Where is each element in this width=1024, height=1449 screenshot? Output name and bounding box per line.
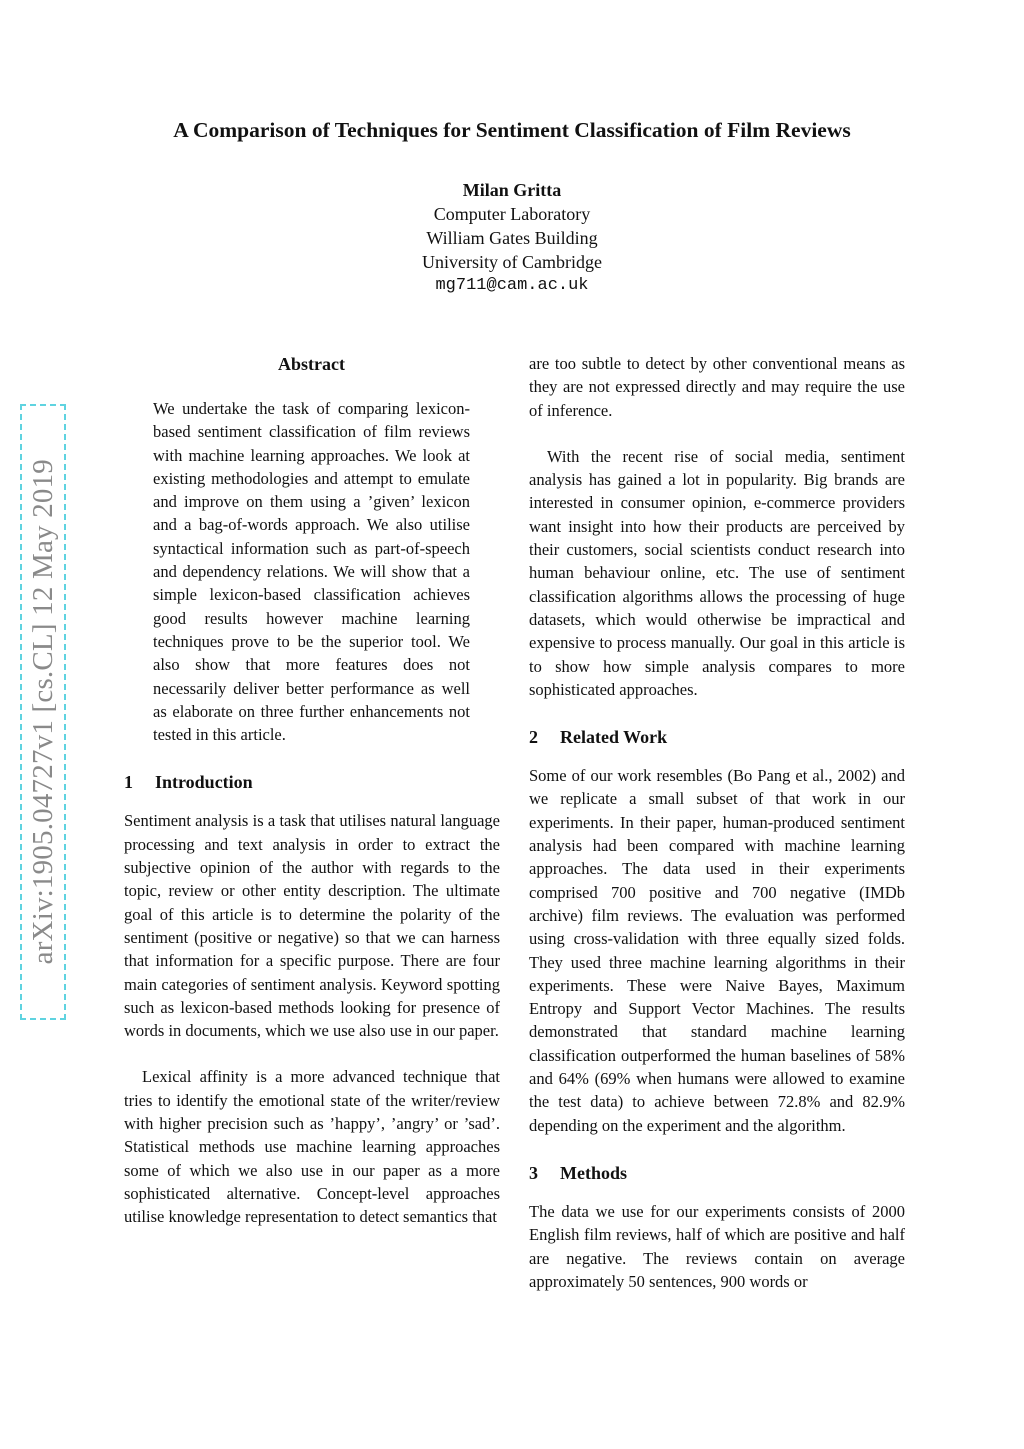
left-column	[124, 352, 500, 1229]
right-column	[529, 352, 905, 1293]
author-block	[0, 178, 1024, 298]
section-title: Introduction	[155, 772, 253, 793]
paper-title: A Comparison of Techniques for Sentiment Classification of Film Reviews	[173, 118, 851, 142]
author-name: Milan Gritta	[462, 180, 562, 200]
paragraph: The data we use for our experiments consists of 2000 English film reviews, half of which are positive and half are negative. The reviews contain on average approximately 50 sentences, 900 words or	[529, 1201, 905, 1291]
section-heading-methods	[529, 1161, 905, 1185]
author-email: mg711@cam.ac.uk	[435, 276, 589, 295]
section-number: 3	[529, 1162, 538, 1183]
paragraph: With the recent rise of social media, sentiment analysis has gained a lot in popularity. Big brands are interested in consumer opinion, e-commerce providers want insight into how their products are perceived by their customers, social scientists conduct research into human behaviour online, etc. The use of sentiment classification algorithms allows the processing of huge datasets, which would otherwise be impractical and expensive to process manually. Our goal in this article is to show how simple analysis compares to more sophisticated approaches.	[529, 446, 905, 699]
affiliation-line: William Gates Building	[426, 228, 598, 248]
section-title: Methods	[560, 1162, 627, 1183]
abstract-text: We undertake the task of comparing lexicon-based sentiment classification of film reviews with machine learning approaches. We look at existing methodologies and attempt to emulate and improve on them using a ’given’ lexicon and a bag-of-words approach. We also utilise syntactical information such as part-of-speech and dependency relations. We will show that a simple lexicon-based classification achieves good results however machine learning techniques prove to be the superior tool. We also show that more features does not necessarily deliver better performance as well as elaborate on three further enhancements not tested in this article.	[153, 399, 470, 745]
arxiv-stamp-text: arXiv:1905.04727v1 [cs.CL] 12 May 2019	[26, 459, 59, 965]
paragraph: Lexical affinity is a more advanced technique that tries to identify the emotional state of the writer/review with higher precision such as ’happy’, ’angry’ or ’sad’. Statistical methods use machine learning approaches some of which we also use in our paper as a more sophisticated alternative. Concept-level approaches utilise knowledge representation to detect semantics that	[124, 1067, 500, 1227]
section-heading-related-work	[529, 725, 905, 749]
section-title: Related Work	[560, 727, 668, 748]
section-heading-introduction	[124, 770, 500, 794]
abstract-heading: Abstract	[278, 354, 345, 374]
abstract	[153, 352, 470, 746]
paragraph: Some of our work resembles (Bo Pang et al., 2002) and we replicate a small subset of that work in our experiments. In their paper, human-produced sentiment analysis had been compared with machine learning approaches. The data used in their experiments comprised 700 positive and 700 negative (IMDb archive) film reviews. The evaluation was performed using cross-validation with three equally sized folds. They used three machine learning algorithms in their experiments. These were Naive Bayes, Maximum Entropy and Support Vector Machines. The results demonstrated that standard machine learning classification outperformed the human baselines of 58% and 64% (69% when humans were allowed to examine the test data) to achieve between 72.8% and 82.9% depending on the experiment and the algorithm.	[529, 766, 905, 1135]
section-number: 1	[124, 772, 133, 793]
paragraph: Sentiment analysis is a task that utilises natural language processing and text analysis in order to extract the subjective opinion of the author with regards to the topic, review or other entity description. The ultimate goal of this article is to determine the polarity of the sentiment (positive or negative) so that we can harness that information for a specific purpose. There are four main categories of sentiment analysis. Keyword spotting such as lexicon-based methods looking for presence of words in documents, which we use also use in our paper.	[124, 811, 500, 1041]
section-number: 2	[529, 727, 538, 748]
paragraph: are too subtle to detect by other conventional means as they are not expressed directly and may require the use of inference.	[529, 354, 905, 420]
affiliation-line: University of Cambridge	[422, 252, 602, 272]
affiliation-line: Computer Laboratory	[433, 204, 591, 224]
arxiv-stamp	[20, 404, 66, 1020]
